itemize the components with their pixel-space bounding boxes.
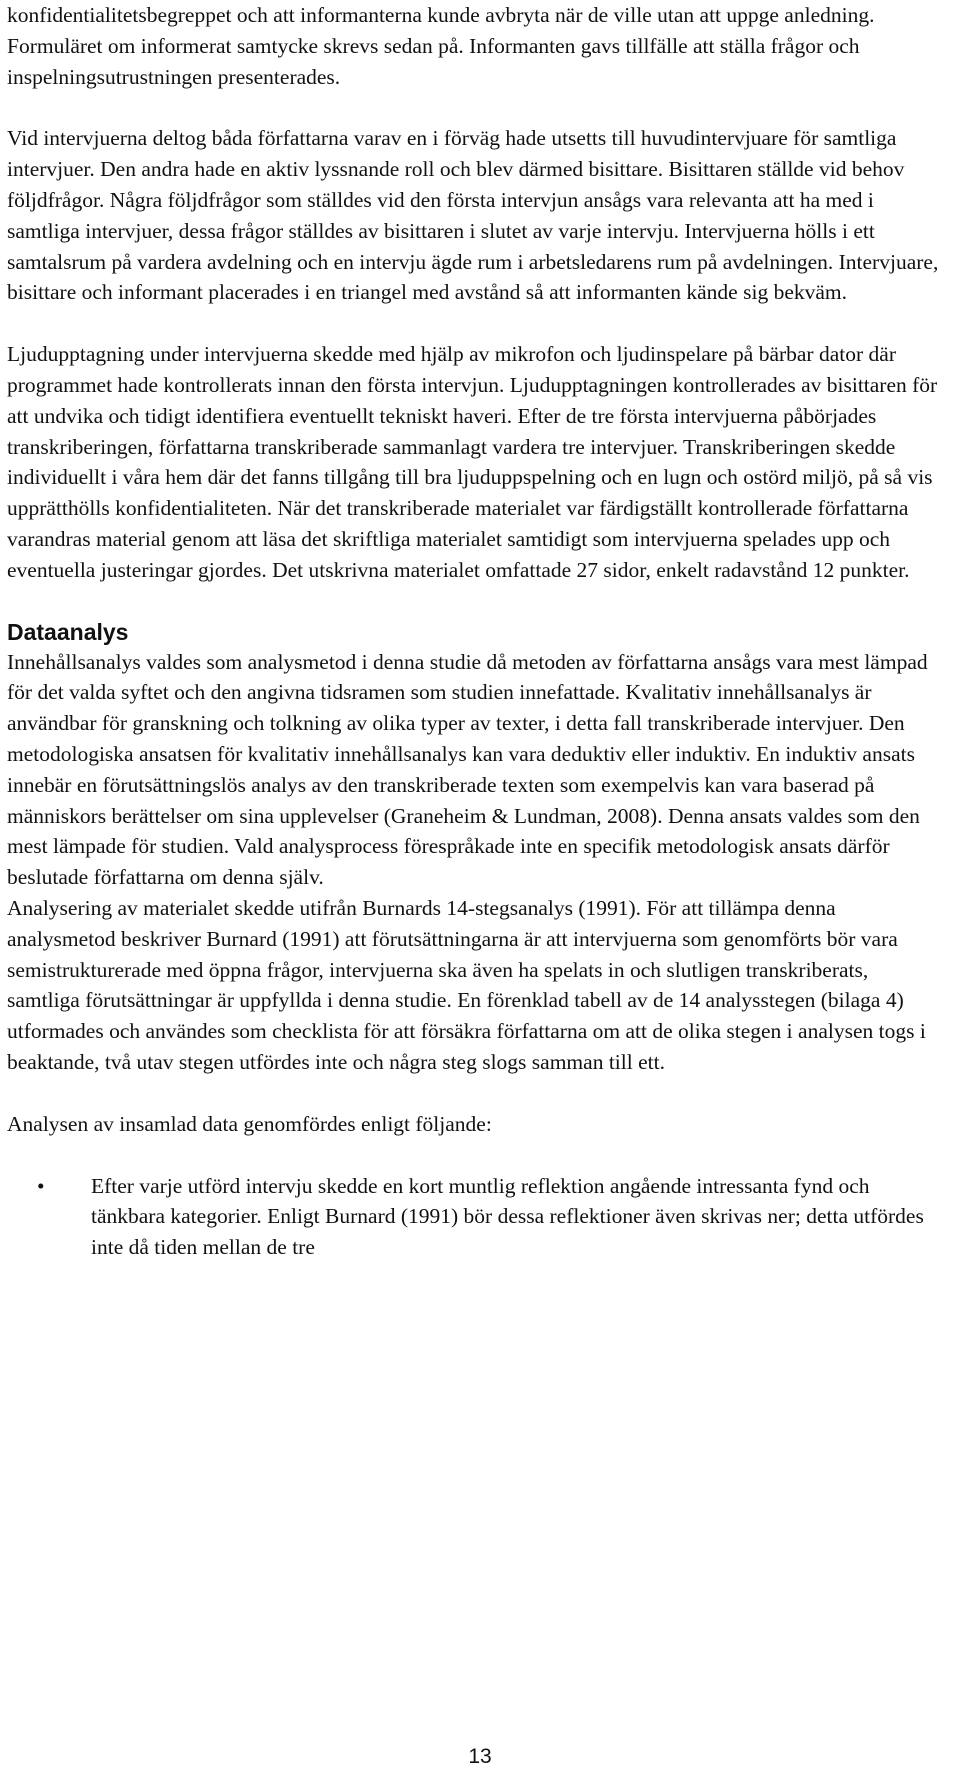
paragraph-spacer (7, 1078, 942, 1109)
page-content (7, 0, 942, 1263)
paragraph-interview-roles: Vid intervjuerna deltog båda författarna varav en i förväg hade utsetts till huvudintervjuare för samtliga intervjuer. Den andra hade en aktiv lyssnande roll och blev därmed bisittare. Bisittaren ställde vid behov följdfrågor. Några följdfrågor som ställdes vid den första intervjun ansågs vara relevanta att ha med i samtliga intervjuer, dessa frågor ställdes av bisittaren i slutet av varje intervju. Intervjuerna hölls i ett samtalsrum på vardera avdelning och en intervju ägde rum i arbetsledarens rum på avdelningen. Intervjuare, bisittare och informant placerades i en triangel med avstånd så att informanten kände sig bekväm. (7, 126, 939, 305)
page-number: 13 (468, 1745, 492, 1768)
paragraph-spacer (7, 1140, 942, 1171)
paragraph-spacer (7, 586, 942, 617)
paragraph-content-analysis: Innehållsanalys valdes som analysmetod i denna studie då metoden av författarna ansågs vara mest lämpad för det valda syftet och den angivna tidsramen som studien innefattade. Kvalitativ innehållsanalys är användbar för granskning och tolkning av olika typer av texter, i detta fall transkriberade intervjuer. Den metodologiska ansatsen för kvalitativ innehållsanalys kan vara deduktiv eller induktiv. En induktiv ansats innebär en förutsättningslös analys av den transkriberade texten som exempelvis kan vara baserad på människors berättelser om sina upplevelser (Graneheim & Lundman, 2008). Denna ansats valdes som den mest lämpade för studien. Vald analysprocess förespråkade inte en specifik metodologisk ansats därför beslutade författarna om denna själv. (7, 649, 928, 890)
paragraph-spacer (7, 308, 942, 339)
list-item (7, 1171, 942, 1263)
bullet-list (7, 1171, 942, 1263)
paragraph-consent: konfidentialitetsbegreppet och att informanterna kunde avbryta när de ville utan att uppge anledning. Formuläret om informerat samtycke skrevs sedan på. Informanten gavs tillfälle att ställa frågor och inspelningsutrustningen presenterades. (7, 3, 875, 89)
bullet-icon: • (37, 1173, 45, 1198)
section-heading: Dataanalys (7, 618, 129, 645)
paragraph-recording: Ljudupptagning under intervjuerna skedde med hjälp av mikrofon och ljudinspelare på bärbar dator där programmet hade kontrollerats innan den första intervjun. Ljudupptagningen kontrollerades av bisittaren för att undvika och tidigt identifiera eventuellt tekniskt haveri. Efter de tre första intervjuerna påbörjades transkriberingen, författarna transkriberade sammanlagt vardera tre intervjuer. Transkriberingen skedde individuellt i våra hem där det fanns tillgång till bra ljuduppspelning och en lugn och ostörd miljö, på så vis upprätthölls konfidentialiteten. När det transkriberade materialet var färdigställt kontrollerade författarna varandras material genom att läsa det skriftliga materialet samtidigt som intervjuerna spelades upp och eventuella justeringar gjordes. Det utskrivna materialet omfattade 27 sidor, enkelt radavstånd 12 punkter. (7, 342, 938, 582)
paragraph-analysis-intro: Analysen av insamlad data genomfördes enligt följande: (7, 1111, 492, 1136)
paragraph-spacer (7, 92, 942, 123)
paragraph-burnard-analysis: Analysering av materialet skedde utifrån Burnards 14-stegsanalys (1991). För att tillämpa denna analysmetod beskriver Burnard (1991) att förutsättningarna är att intervjuerna som genomförts bör vara semistrukturerade med öppna frågor, intervjuerna ska även ha spelats in och slutligen transkriberats, samtliga förutsättningar är uppfyllda i denna studie. En förenklad tabell av de 14 analysstegen (bilaga 4) utformades och användes som checklista för att försäkra författarna om att de olika stegen i analysen togs i beaktande, två utav stegen utfördes inte och några steg slogs samman till ett. (7, 895, 926, 1074)
list-item-text: Efter varje utförd intervju skedde en kort muntlig reflektion angående intressanta fynd och tänkbara kategorier. Enligt Burnard (1991) bör dessa reflektioner även skrivas ner; detta utfördes inte då tiden mellan de tre (91, 1173, 924, 1260)
